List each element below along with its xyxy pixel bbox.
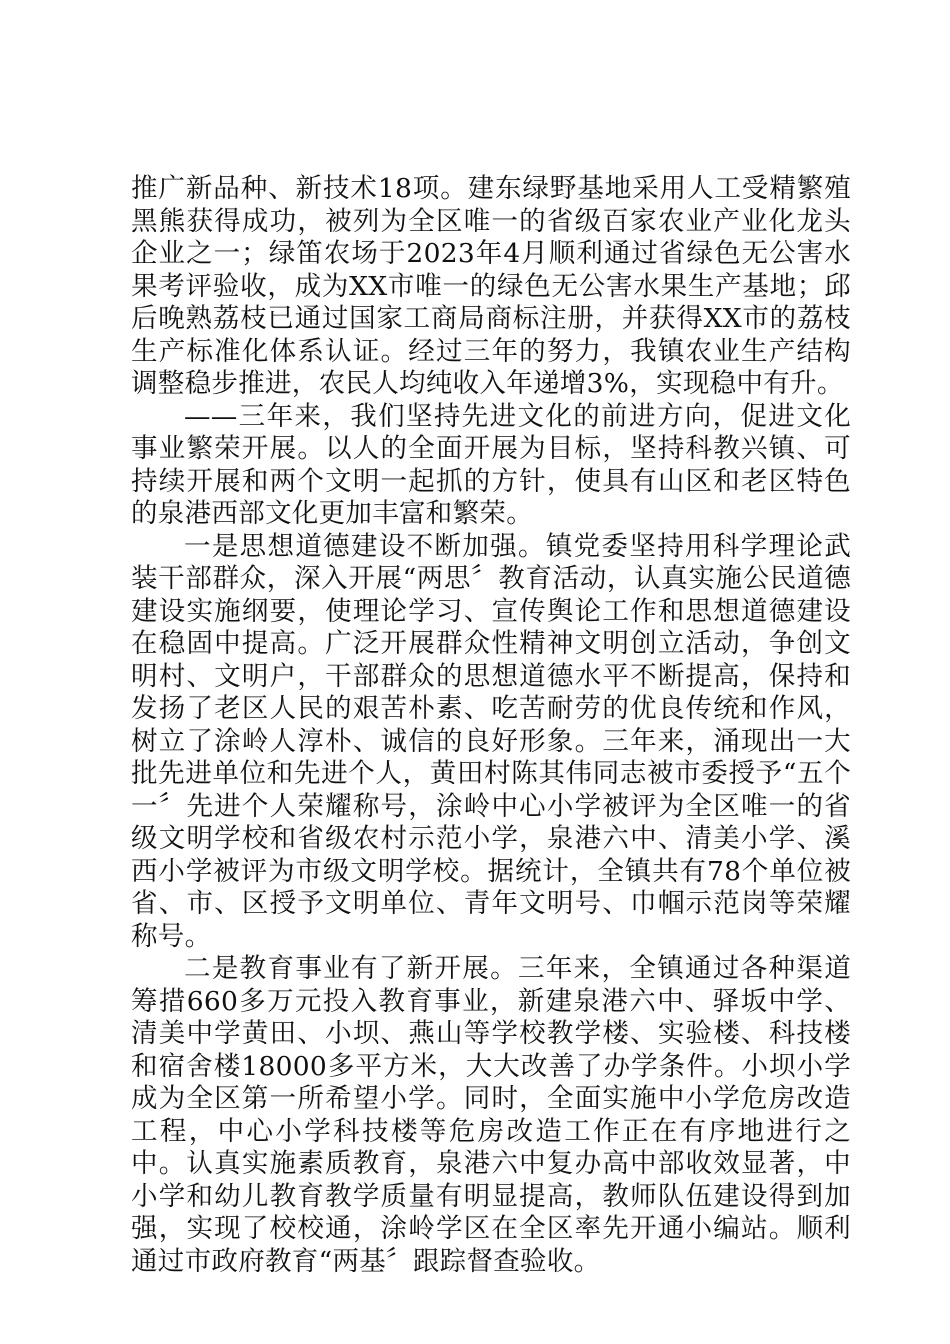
paragraph-moral-construction: 一是思想道德建设不断加强。镇党委坚持用科学理论武装干部群众，深入开展“两思〞教育活动，认真实施公民道德建设实施纲要，使理论学习、宣传舆论工作和思想道德建设在稳固中提高。广泛开展群众性精神文明创立活动，争创文明村、文明户，干部群众的思想道德水平不断提高，保持和发扬了老区人民的艰苦朴素、吃苦耐劳的优良传统和作风，树立了涂岭人淳朴、诚信的良好形象。三年来，涌现出一大批先进单位和先进个人，黄田村陈其伟同志被市委授予“五个一〞先进个人荣耀称号，涂岭中心小学被评为全区唯一的省级文明学校和省级农村示范小学，泉港六中、清美小学、溪西小学被评为市级文明学校。据统计，全镇共有78个单位被省、市、区授予文明单位、青年文明号、巾帼示范岗等荣耀称号。 [131,530,851,952]
paragraph-agriculture-results: 推广新品种、新技术18项。建东绿野基地采用人工受精繁殖黑熊获得成功，被列为全区唯一的省级百家农业产业化龙头企业之一；绿笛农场于2023年4月顺利通过省绿色无公害水果考评验收，成为XX市唯一的绿色无公害水果生产基地；邱后晚熟荔枝已通过国家工商局商标注册，并获得XX市的荔枝生产标准化体系认证。经过三年的努力，我镇农业生产结构调整稳步推进，农民人均纯收入年递增3%，实现稳中有升。 [131,173,851,399]
paragraph-education-development: 二是教育事业有了新开展。三年来，全镇通过各种渠道筹措660多万元投入教育事业，新建泉港六中、驿坂中学、清美中学黄田、小坝、燕山等学校教学楼、实验楼、科技楼和宿舍楼18000多平方米，大大改善了办学条件。小坝小学成为全区第一所希望小学。同时，全面实施中小学危房改造工程，中心小学科技楼等危房改造工作正在有序地进行之中。认真实施素质教育，泉港六中复办高中部收效显著，中小学和幼儿教育教学质量有明显提高，教师队伍建设得到加强，实现了校校通，涂岭学区在全区率先开通小编站。顺利通过市政府教育“两基〞跟踪督查验收。 [131,953,851,1277]
paragraph-culture-intro: ——三年来，我们坚持先进文化的前进方向，促进文化事业繁荣开展。以人的全面开展为目标，坚持科教兴镇、可持续开展和两个文明一起抓的方针，使具有山区和老区特色的泉港西部文化更加丰富和繁荣。 [131,400,851,529]
document-body [131,173,851,1278]
